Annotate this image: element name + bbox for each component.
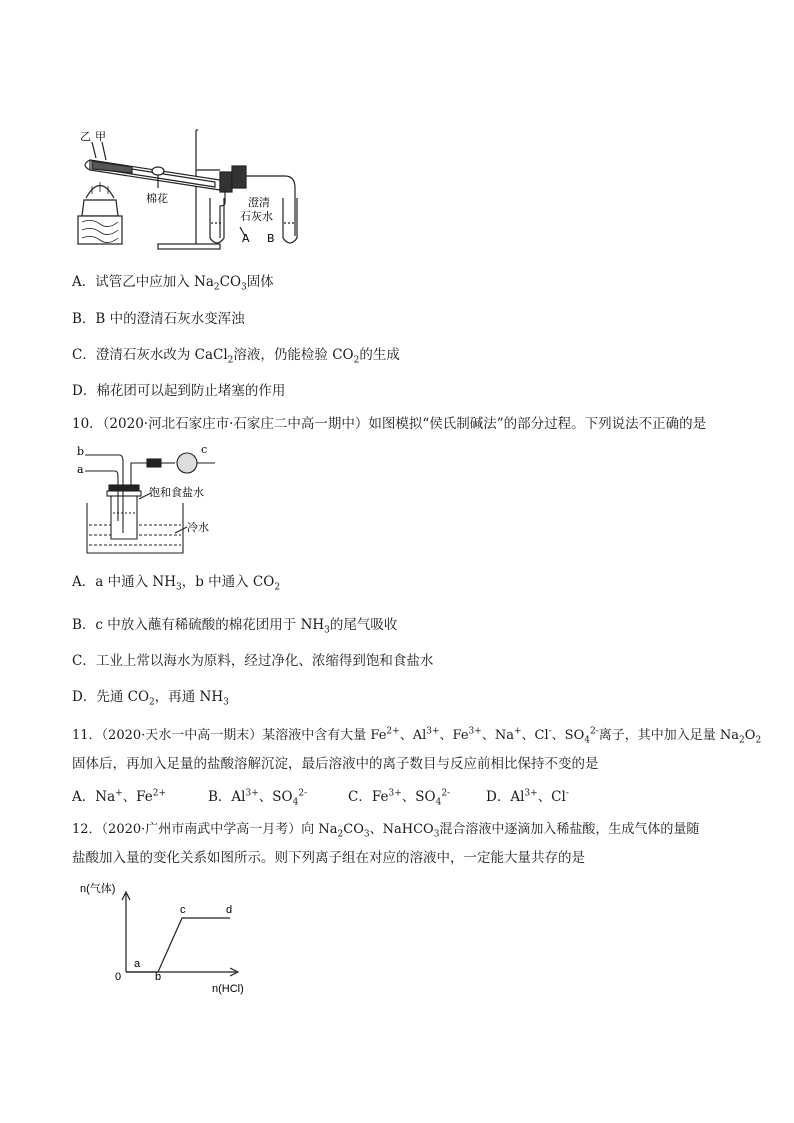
label-brine: 饱和食盐水	[149, 486, 204, 499]
q11-option-a: A．Na+、$Fe^{2+}$	[72, 788, 167, 805]
q9-option-a: A．试管乙中应加入 $Na_2CO_3$固体	[72, 274, 274, 293]
q10-option-b: B．c 中放入蘸有稀硫酸的棉花团用于 $NH_3$的尾气吸收	[72, 617, 398, 636]
label-A: A	[242, 232, 250, 245]
q10-option-c: C．工业上常以海水为原料，经过净化、浓缩得到饱和食盐水	[72, 653, 434, 669]
q10-option-a: A．a 中通入 $NH_3$，b 中通入 $CO_2$	[72, 574, 281, 593]
gas-curve	[126, 918, 230, 972]
label-c: c	[201, 443, 208, 456]
graph-point-d: d	[226, 904, 233, 916]
q11-stem-line2: 固体后，再加入足量的盐酸溶解沉淀，最后溶液中的离子数目与反应前相比保持不变的是	[72, 756, 599, 772]
q9-option-c: C．澄清石灰水改为 CaCl$_2$溶液，仍能检验 $CO_2$的生成	[72, 347, 400, 366]
label-b: b	[77, 445, 85, 458]
q9-option-d: D．棉花团可以起到防止堵塞的作用	[72, 383, 286, 399]
label-limewater-1: 澄清	[248, 196, 270, 209]
gas-vs-hcl-graph	[80, 880, 272, 995]
graph-point-b: b	[155, 971, 162, 983]
graph-point-c: c	[180, 904, 186, 916]
label-yi: 乙	[80, 130, 91, 143]
label-jia: 甲	[95, 130, 106, 143]
label-cotton: 棉花	[146, 192, 168, 205]
label-a: a	[77, 463, 84, 476]
graph-xlabel: n(HCl)	[212, 983, 244, 995]
label-B: B	[267, 232, 275, 245]
graph-ylabel: n(气体)	[80, 883, 116, 895]
label-limewater-2: 石灰水	[240, 210, 273, 223]
q10-stem: 10．（2020·河北石家庄市·石家庄二中高一期中）如图模拟“侯氏制碱法”的部分过程。下列说法不正确的是	[72, 416, 707, 432]
q10-option-d: D．先通 $CO_2$，再通 $NH_3$	[72, 689, 229, 708]
q9-option-b: B．B 中的澄清石灰水变浑浊	[72, 311, 245, 327]
q12-stem-line1: 12．（2020·广州市南武中学高一月考）向 $Na_2CO_3$、NaHCO$_3$混合溶液中逐滴加入稀盐酸，生成气体的量随	[72, 822, 700, 840]
q11-option-c: C．$Fe^{3+}$、$SO_4^{2-}$	[348, 788, 451, 808]
q11-stem-line1: 11．（2020·天水一中高一期末）某溶液中含有大量 $Fe^{2+}$、$Al^{3+}$、$Fe^{3+}$、Na+、Cl-、$SO_4^{2-}$离子，其中加入足量 $Na_2O_2$	[72, 726, 762, 746]
apparatus-figure	[70, 128, 320, 258]
q12-stem-line2: 盐酸加入量的变化关系如图所示。则下列离子组在对应的溶液中，一定能大量共存的是	[72, 850, 585, 866]
label-cold-water: 冷水	[187, 521, 209, 534]
graph-point-a: a	[134, 958, 141, 970]
q11-option-b: B．$Al^{3+}$、$SO_4^{2-}$	[208, 788, 308, 808]
graph-origin: 0	[115, 971, 122, 983]
hou-process-figure	[75, 443, 225, 558]
q11-option-d: D．$Al^{3+}$、Cl-	[486, 788, 569, 805]
